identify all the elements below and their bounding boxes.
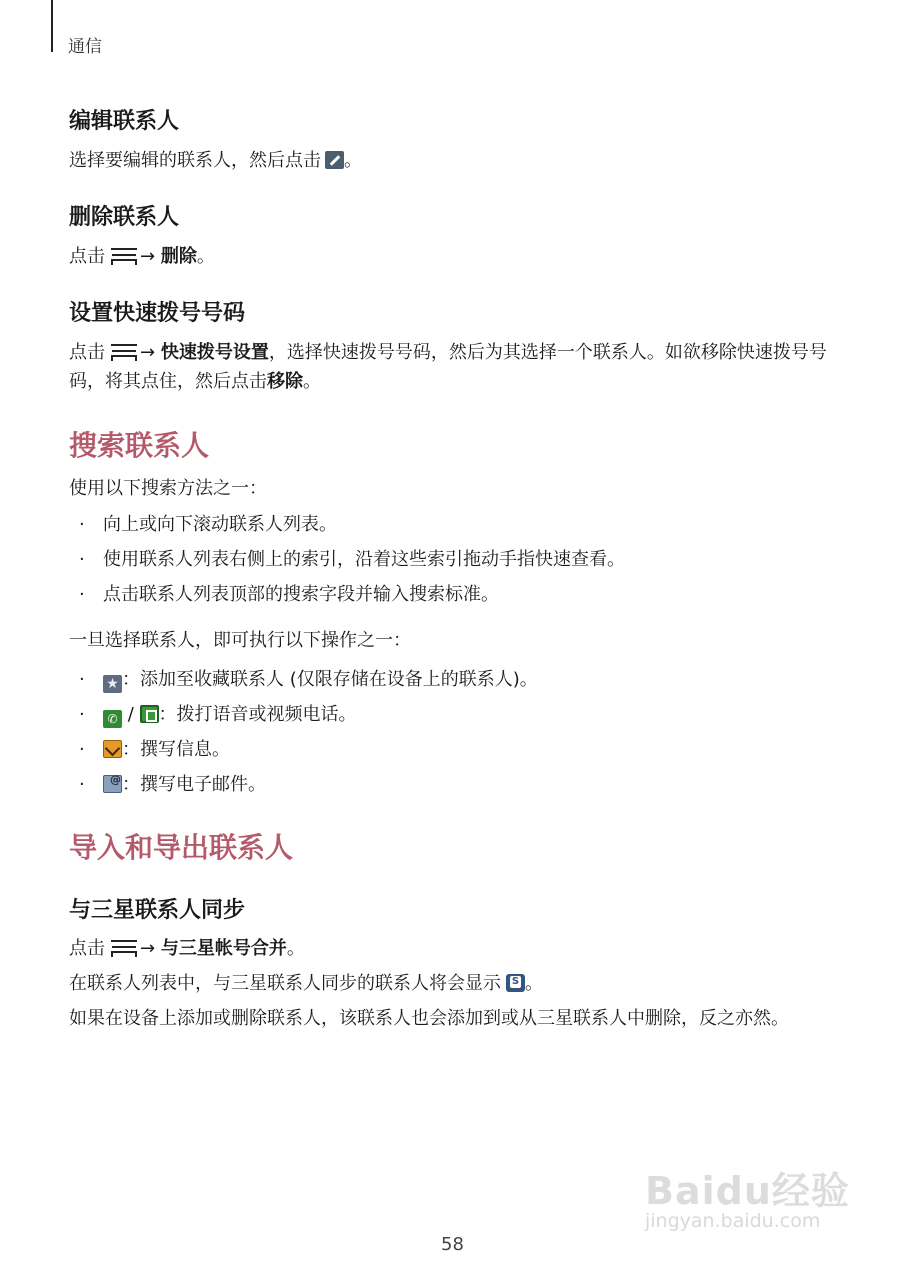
list-item: · ：撰写信息。 [79,739,230,760]
search-intro: 使用以下搜索方法之一： [69,478,267,499]
samsung-account-icon [506,974,525,992]
delete-contact-text: 点击 → 删除。 [69,246,215,267]
ops-intro: 一旦选择联系人，即可执行以下操作之一： [69,630,411,651]
baidu-watermark [645,1160,865,1240]
edit-contact-text: 选择要编辑的联系人，然后点击 。 [69,150,362,171]
menu-icon [111,248,137,263]
list-item: ·@ ：撰写电子邮件。 [79,770,266,799]
list-item: · ✆ / ：拨打语音或视频电话。 [79,704,357,726]
star-icon: ★ [103,675,122,693]
phone-icon: ✆ [103,710,122,728]
edit-contact-heading: 编辑联系人 [69,109,180,134]
list-item: · 使用联系人列表右侧上的索引，沿着这些索引拖动手指快速查看。 [79,549,625,570]
list-item: · ★ ：添加至收藏联系人 (仅限存储在设备上的联系人)。 [79,669,538,692]
import-export-heading: 导入和导出联系人 [69,831,294,864]
speed-dial-text: 点击 → 快速拨号设置，选择快速拨号号码，然后为其选择一个联系人。如欲移除快速拨号号码，将其点住，然后点击移除。 [69,342,827,392]
header-rule [51,0,53,52]
menu-icon [111,940,137,955]
search-contacts-heading: 搜索联系人 [69,429,210,462]
video-call-icon [140,705,159,723]
message-icon [103,740,122,758]
samsung-sync-note: 如果在设备上添加或删除联系人，该联系人也会添加到或从三星联系人中删除，反之亦然。 [69,1008,789,1029]
edit-icon [325,151,344,169]
list-item: · 向上或向下滚动联系人列表。 [79,514,337,535]
speed-dial-heading: 设置快速拨号号码 [69,301,246,326]
baidu-logo: Baidu经验 [645,1169,850,1213]
watermark-url: jingyan.baidu.com [645,1210,821,1232]
samsung-sync-text: 点击 → 与三星帐号合并。 [69,938,305,959]
delete-contact-heading: 删除联系人 [69,205,180,230]
chapter-title: 通信 [68,37,102,57]
list-item: · 点击联系人列表顶部的搜索字段并输入搜索标准。 [79,584,499,605]
samsung-sync-heading: 与三星联系人同步 [69,898,246,923]
page-number: 58 [441,1234,464,1255]
email-icon [103,775,122,793]
menu-icon [111,344,137,359]
samsung-sync-list-text: 在联系人列表中，与三星联系人同步的联系人将会显示S 。 [69,969,839,998]
